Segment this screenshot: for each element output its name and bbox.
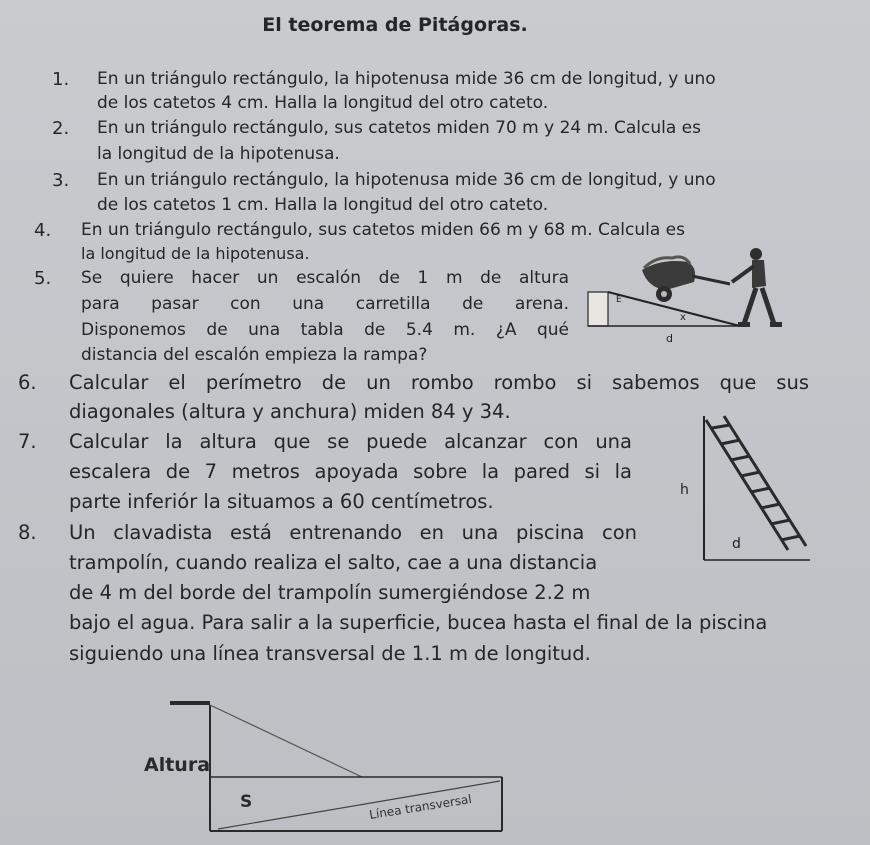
problem-5-line-3: Disponemos de una tabla de 5.4 m. ¿A qué [81, 320, 569, 340]
problem-7-line-2: escalera de 7 metros apoyada sobre la pared si la [69, 460, 632, 483]
problem-1-line-1: En un triángulo rectángulo, la hipotenusa mide 36 cm de longitud, y uno [97, 69, 716, 89]
base-d-label: d [732, 536, 741, 552]
ramp-board [608, 292, 740, 326]
problem-1-line-2: de los catetos 4 cm. Halla la longitud del otro cateto. [97, 93, 549, 113]
problem-8-number: 8. [18, 521, 37, 544]
problem-5-line-2: para pasar con una carretilla de arena. [81, 294, 569, 314]
problem-4-line-1: En un triángulo rectángulo, sus catetos miden 66 m y 68 m. Calcula es [81, 220, 685, 240]
diving-board [170, 701, 210, 705]
s-label: S [240, 792, 253, 812]
problem-6-line-1: Calcular el perímetro de un rombo rombo si sabemos que sus [69, 371, 809, 394]
height-h-label: h [680, 482, 689, 498]
problem-6-line-2: diagonales (altura y anchura) miden 84 y 34. [69, 400, 511, 423]
step-label: E [616, 295, 622, 305]
problem-6-number: 6. [18, 371, 37, 394]
problem-8-line-1: Un clavadista está entrenando en una piscina con [69, 521, 637, 544]
dive-trajectory [210, 705, 362, 777]
problem-2-number: 2. [52, 118, 70, 139]
problem-7-number: 7. [18, 430, 37, 453]
problem-8-line-4: bajo el agua. Para salir a la superficie, bucea hasta el final de la piscina [69, 611, 768, 634]
problem-1-number: 1. [52, 69, 70, 90]
problem-7-line-1: Calcular la altura que se puede alcanzar con una [69, 430, 632, 453]
problem-5-number: 5. [34, 268, 52, 289]
problem-8-line-2: trampolín, cuando realiza el salto, cae a una distancia [69, 551, 598, 574]
wheelbarrow-icon [642, 257, 730, 302]
problem-5-line-4: distancia del escalón empieza la rampa? [81, 345, 428, 365]
step-block [588, 292, 608, 326]
distance-d-label: d [666, 332, 673, 345]
problem-3-line-2: de los catetos 1 cm. Halla la longitud del otro cateto. [97, 195, 549, 215]
ladder-wall-figure [660, 410, 840, 570]
problem-2-line-2: la longitud de la hipotenusa. [97, 144, 340, 164]
problem-4-line-2: la longitud de la hipotenusa. [81, 244, 310, 263]
wheelbarrow-ramp-figure [580, 246, 800, 346]
altura-label: Altura [144, 754, 211, 776]
transversal-line-label: Línea transversal [368, 791, 473, 822]
pool-diagram [140, 695, 520, 840]
ramp-x-label: x [680, 312, 686, 323]
problem-2-line-1: En un triángulo rectángulo, sus catetos miden 70 m y 24 m. Calcula es [97, 118, 701, 138]
problem-3-number: 3. [52, 170, 70, 191]
worksheet-title: El teorema de Pitágoras. [262, 14, 528, 36]
worker-figure [732, 248, 782, 327]
problem-8-line-5: siguiendo una línea transversal de 1.1 m de longitud. [69, 642, 591, 665]
ladder-icon [706, 416, 806, 550]
problem-4-number: 4. [34, 220, 52, 241]
problem-8-line-3: de 4 m del borde del trampolín sumergiéndose 2.2 m [69, 581, 591, 604]
problem-7-line-3: parte inferiór la situamos a 60 centímetros. [69, 490, 494, 513]
problem-3-line-1: En un triángulo rectángulo, la hipotenusa mide 36 cm de longitud, y uno [97, 170, 716, 190]
problem-5-line-1: Se quiere hacer un escalón de 1 m de altura [81, 268, 569, 288]
